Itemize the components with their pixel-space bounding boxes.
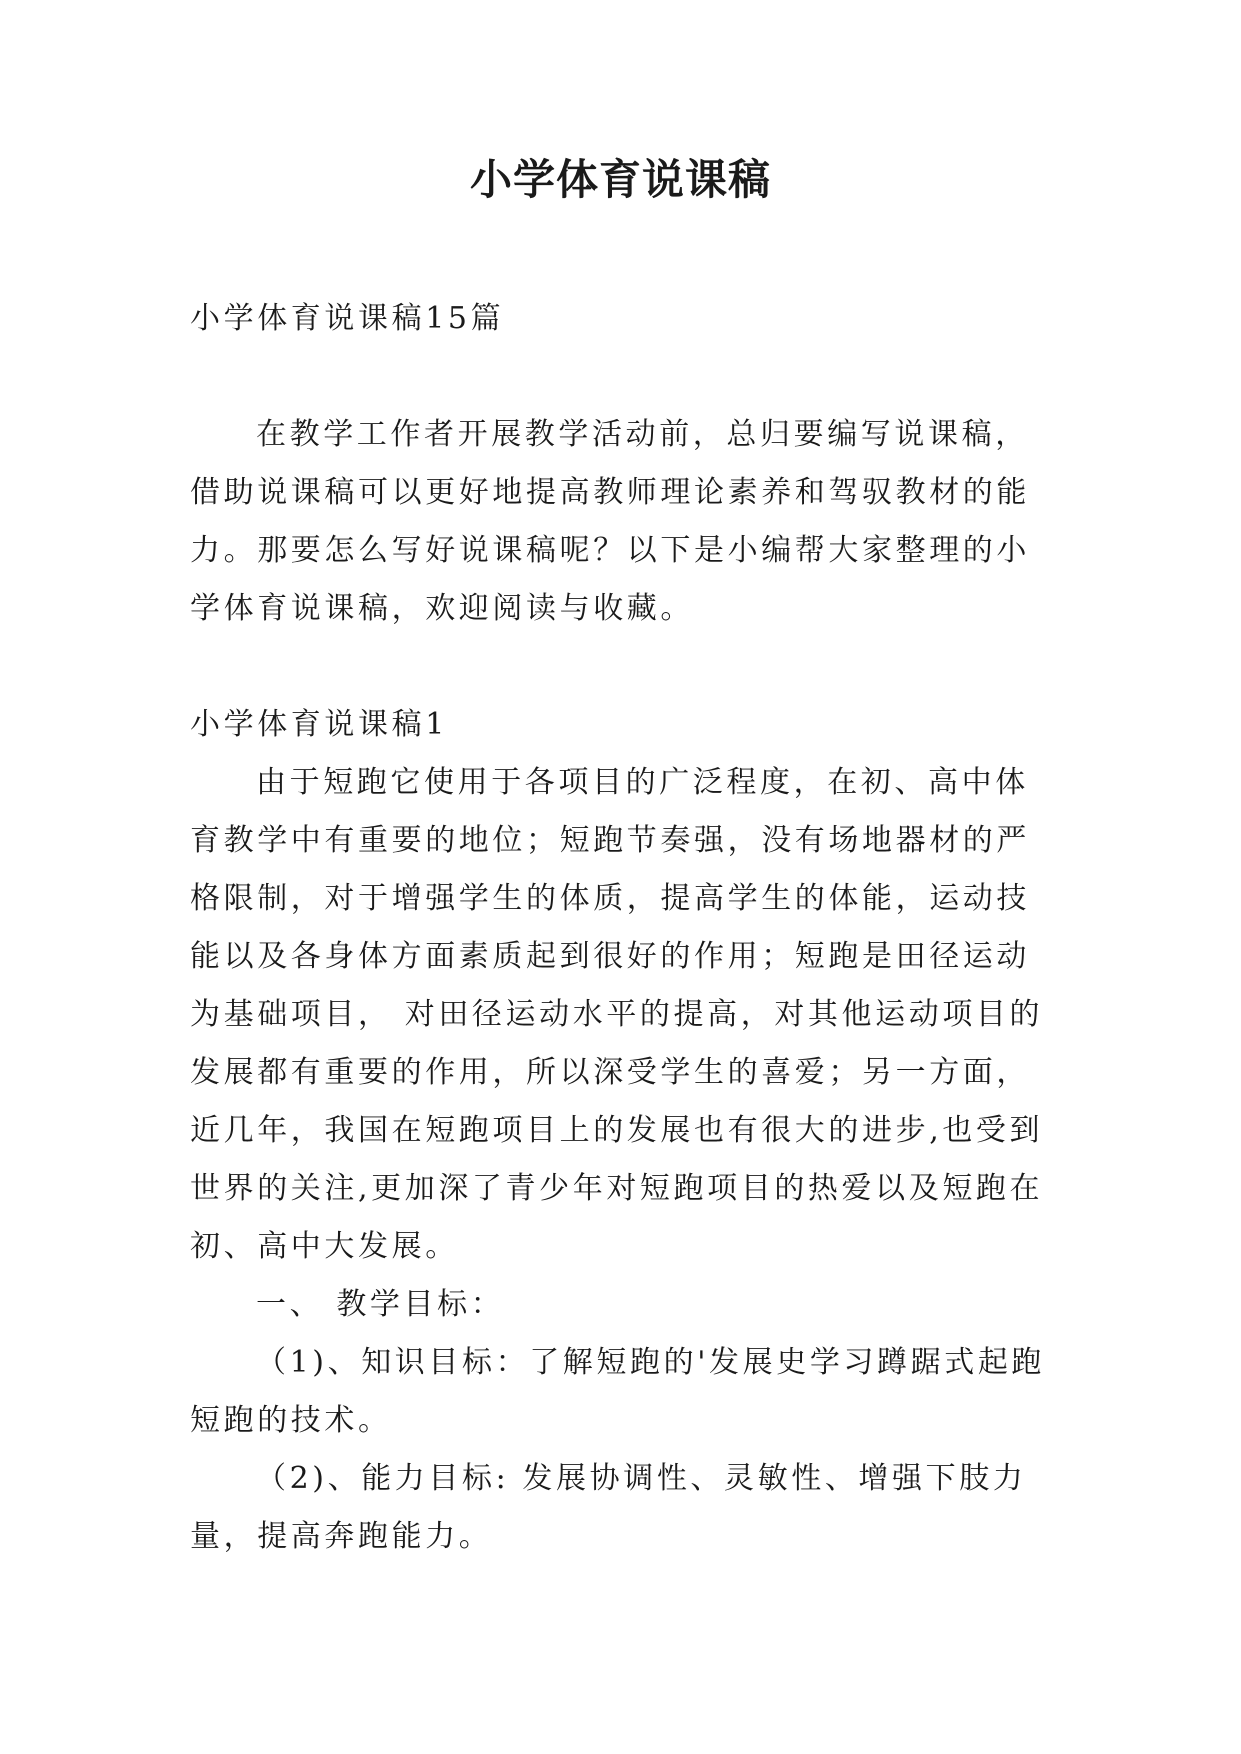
goal-ability: （2)、能力目标: 发展协调性、灵敏性、增强下肢力量，提高奔跑能力。	[190, 1461, 1027, 1554]
goal-knowledge: （1)、知识目标：了解短跑的'发展史学习蹲踞式起跑短跑的技术。	[190, 1345, 1046, 1438]
spacer	[190, 348, 1050, 406]
section-paragraph: 由于短跑它使用于各项目的广泛程度，在初、高中体育教学中有重要的地位；短跑节奏强，没有场地器材的严格限制，对于增强学生的体质，提高学生的体能，运动技能以及各身体方面素质起到很好的作用；短跑是田径运动为基础项目， 对田径运动水平的提高，对其他运动项目的发展都有重要的作用，所以深受学生的喜爱；另一方面，近几年，我国在短跑项目上的发展也有很大的进步,也受到世界的关注,更加深了青少年对短跑项目的热爱以及短跑在初、高中大发展。	[190, 765, 1044, 1264]
section-heading: 小学体育说课稿1	[190, 707, 448, 742]
document-title: 小学体育说课稿	[469, 155, 771, 204]
teaching-goals-heading: 一、 教学目标：	[256, 1287, 505, 1322]
spacer	[190, 638, 1050, 696]
document-body	[190, 290, 1050, 1566]
document-subtitle: 小学体育说课稿15篇	[190, 301, 505, 336]
intro-paragraph: 在教学工作者开展教学活动前，总归要编写说课稿，借助说课稿可以更好地提高教师理论素养和驾驭教材的能力。那要怎么写好说课稿呢？以下是小编帮大家整理的小学体育说课稿，欢迎阅读与收藏。	[190, 417, 1030, 626]
